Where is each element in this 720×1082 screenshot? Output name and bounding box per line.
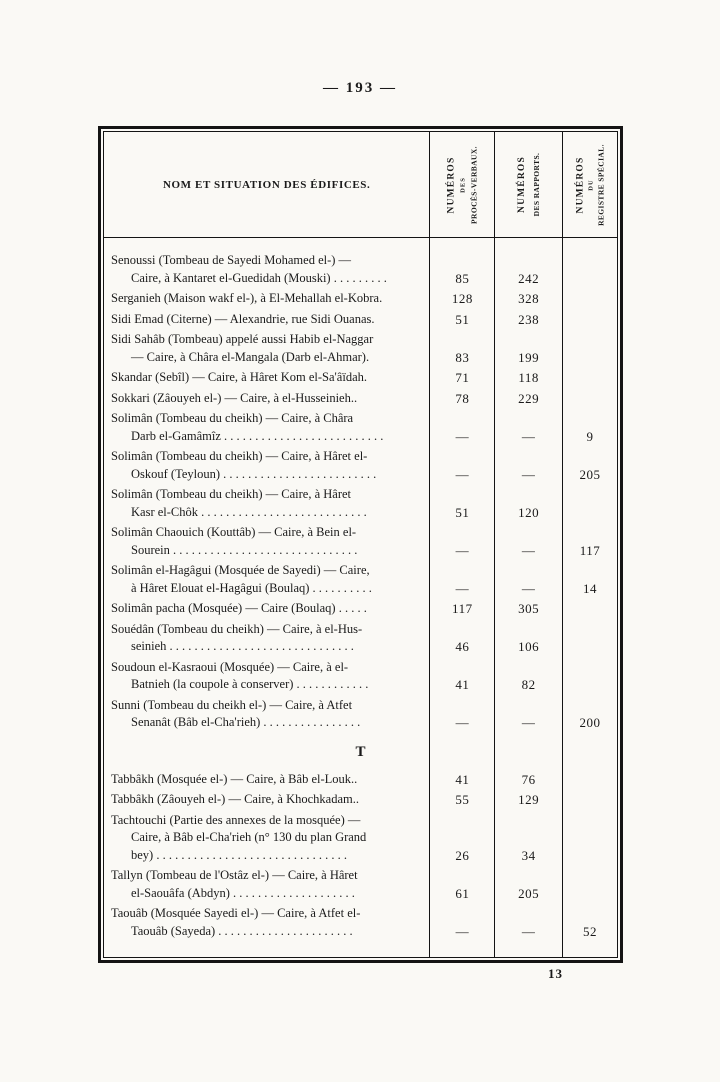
edifice-name-line: el-Saouâfa (Abdyn) . . . . . . . . . . . . . . . . . . . . bbox=[131, 885, 355, 900]
number-value: — bbox=[521, 428, 536, 444]
number-value: — bbox=[455, 580, 470, 596]
edifice-name-line: Tabbâkh (Zâouyeh el-) — Caire, à Khochkadam.. bbox=[111, 792, 359, 806]
edifice-row bbox=[104, 867, 617, 905]
edifice-name-line: Sokkari (Zâouyeh el-) — Caire, à el-Husseinieh.. bbox=[111, 390, 358, 405]
edifice-name-line: Tachtouchi (Partie des annexes de la mosquée) — bbox=[111, 812, 361, 827]
number-value: 128 bbox=[451, 291, 473, 306]
rapports-number bbox=[494, 524, 562, 562]
number-value: 199 bbox=[518, 349, 540, 365]
edifice-row bbox=[104, 238, 617, 290]
edifice-name-line: Solimân el-Hagâgui (Mosquée de Sayedi) — Caire, bbox=[111, 563, 370, 577]
number-value: 117 bbox=[579, 542, 601, 558]
number-value: — bbox=[455, 466, 470, 482]
proces-verbaux-number bbox=[429, 600, 494, 621]
column-header-rapports bbox=[494, 132, 562, 237]
edifice-row bbox=[104, 331, 617, 369]
edifice-name bbox=[104, 410, 429, 448]
column-header-proces-verbaux bbox=[429, 132, 494, 237]
number-value: — bbox=[455, 923, 470, 939]
registre-special-number bbox=[562, 697, 617, 735]
edifice-row bbox=[104, 524, 617, 562]
proces-verbaux-number bbox=[429, 659, 494, 697]
number-value: 46 bbox=[455, 639, 470, 654]
table-frame-inner bbox=[103, 131, 618, 958]
edifice-name bbox=[104, 867, 429, 905]
number-value: 328 bbox=[518, 291, 540, 306]
proces-verbaux-number bbox=[429, 390, 494, 411]
signature-number: 13 bbox=[548, 966, 563, 981]
section-header-row bbox=[104, 735, 617, 771]
edifice-name bbox=[104, 311, 429, 332]
edifice-name bbox=[104, 771, 429, 792]
proces-verbaux-number bbox=[429, 238, 494, 290]
edifice-name bbox=[104, 290, 429, 311]
rapports-number bbox=[494, 812, 562, 868]
vertical-header-text bbox=[563, 132, 617, 237]
registre-special-number bbox=[562, 238, 617, 290]
edifice-row bbox=[104, 290, 617, 311]
number-value: 41 bbox=[455, 677, 470, 692]
edifice-row bbox=[104, 905, 617, 943]
number-value: — bbox=[455, 428, 470, 444]
number-value: 229 bbox=[518, 390, 540, 406]
registre-special-number bbox=[562, 659, 617, 697]
registre-special-number bbox=[562, 791, 617, 812]
registre-special-number bbox=[562, 448, 617, 486]
edifice-row bbox=[104, 771, 617, 792]
edifice-row bbox=[104, 600, 617, 621]
proces-verbaux-number bbox=[429, 486, 494, 524]
edifice-name-line: Senanât (Bâb el-Cha'rieh) . . . . . . . . . . . . . . . . bbox=[131, 715, 361, 729]
number-value: 78 bbox=[455, 390, 470, 406]
edifice-row bbox=[104, 390, 617, 411]
empty-cell bbox=[562, 943, 617, 957]
edifice-row bbox=[104, 369, 617, 390]
rapports-number bbox=[494, 697, 562, 735]
number-value: 51 bbox=[455, 504, 470, 520]
proces-verbaux-number bbox=[429, 791, 494, 812]
edifice-name bbox=[104, 238, 429, 290]
proces-verbaux-number bbox=[429, 369, 494, 390]
registre-special-number bbox=[562, 410, 617, 448]
column-header-line: DES bbox=[459, 176, 467, 193]
edifice-name-line: Taouâb (Mosquée Sayedi el-) — Caire, à Atfet el- bbox=[111, 906, 361, 920]
edifice-name-line: Soudoun el-Kasraoui (Mosquée) — Caire, à el- bbox=[111, 659, 349, 674]
proces-verbaux-number bbox=[429, 290, 494, 311]
rapports-number bbox=[494, 600, 562, 621]
registre-special-number bbox=[562, 771, 617, 792]
proces-verbaux-number bbox=[429, 621, 494, 659]
column-header-nom: NOM ET SITUATION DES ÉDIFICES. bbox=[162, 178, 371, 191]
vertical-header-text bbox=[495, 132, 562, 237]
rapports-number bbox=[494, 905, 562, 943]
rapports-number bbox=[494, 791, 562, 812]
number-value: 41 bbox=[455, 771, 470, 787]
number-value: 83 bbox=[455, 349, 470, 365]
column-header-line: PROCÈS-VERBAUX. bbox=[469, 145, 479, 224]
page-number: — 193 — bbox=[323, 80, 397, 96]
number-value: 242 bbox=[518, 270, 540, 286]
proces-verbaux-number bbox=[429, 524, 494, 562]
registre-special-number bbox=[562, 331, 617, 369]
number-value: 76 bbox=[521, 771, 536, 787]
rapports-number bbox=[494, 486, 562, 524]
edifice-name-line: Caire, à Bâb el-Cha'rieh (n° 130 du plan Grand bbox=[131, 830, 367, 844]
proces-verbaux-number bbox=[429, 331, 494, 369]
number-value: — bbox=[455, 715, 470, 730]
proces-verbaux-number bbox=[429, 867, 494, 905]
proces-verbaux-number bbox=[429, 410, 494, 448]
number-value: 205 bbox=[579, 466, 601, 482]
edifice-name bbox=[104, 621, 429, 659]
edifice-row bbox=[104, 621, 617, 659]
proces-verbaux-number bbox=[429, 812, 494, 868]
edifice-row bbox=[104, 448, 617, 486]
edifice-row bbox=[104, 562, 617, 600]
registre-special-number bbox=[562, 524, 617, 562]
edifice-name-line: bey) . . . . . . . . . . . . . . . . . . . . . . . . . . . . . . . bbox=[131, 847, 347, 862]
table-header bbox=[104, 132, 617, 238]
rapports-number bbox=[494, 659, 562, 697]
edifice-row bbox=[104, 311, 617, 332]
edifice-name-line: — Caire, à Châra el-Mangala (Darb el-Ahmar). bbox=[131, 349, 370, 364]
number-value: 34 bbox=[521, 847, 536, 863]
number-value: 200 bbox=[579, 715, 601, 730]
number-value: — bbox=[521, 923, 536, 939]
proces-verbaux-number bbox=[429, 771, 494, 792]
number-value: 106 bbox=[518, 639, 540, 654]
number-value: 120 bbox=[518, 504, 540, 520]
edifice-name bbox=[104, 390, 429, 411]
edifice-name-line: Skandar (Sebîl) — Caire, à Hâret Kom el-Sa'âïdah. bbox=[111, 370, 367, 384]
edifice-name-line: Kasr el-Chôk . . . . . . . . . . . . . . . . . . . . . . . . . . . bbox=[131, 504, 367, 519]
rapports-number bbox=[494, 621, 562, 659]
edifices-table-body bbox=[104, 238, 617, 957]
edifice-name-line: Solimân pacha (Mosquée) — Caire (Boulaq) . . . . . bbox=[111, 601, 367, 615]
registre-special-number bbox=[562, 311, 617, 332]
proces-verbaux-number bbox=[429, 905, 494, 943]
edifice-row bbox=[104, 486, 617, 524]
edifice-row bbox=[104, 697, 617, 735]
edifice-name-line: Senoussi (Tombeau de Sayedi Mohamed el-) — bbox=[111, 253, 352, 267]
column-header-line: NUMÉROS bbox=[575, 156, 586, 213]
number-value: — bbox=[521, 715, 536, 730]
empty-cell bbox=[494, 943, 562, 957]
registre-special-number bbox=[562, 621, 617, 659]
proces-verbaux-number bbox=[429, 311, 494, 332]
number-value: 82 bbox=[521, 677, 536, 692]
vertical-header-text bbox=[430, 132, 494, 237]
column-header-line: DES RAPPORTS. bbox=[531, 152, 541, 217]
number-value: 61 bbox=[455, 885, 470, 901]
rapports-number bbox=[494, 867, 562, 905]
edifice-name bbox=[104, 697, 429, 735]
number-value: 305 bbox=[518, 601, 540, 616]
number-value: 238 bbox=[518, 311, 540, 327]
edifice-name-line: Solimân (Tombeau du cheikh) — Caire, à Châra bbox=[111, 411, 354, 425]
edifice-name-line: Sourein . . . . . . . . . . . . . . . . . . . . . . . . . . . . . . bbox=[131, 542, 358, 557]
proces-verbaux-number bbox=[429, 448, 494, 486]
registre-special-number bbox=[562, 369, 617, 390]
number-value: 9 bbox=[586, 428, 594, 444]
edifice-name bbox=[104, 812, 429, 868]
registre-special-number bbox=[562, 486, 617, 524]
number-value: 71 bbox=[455, 370, 470, 385]
edifice-name-line: Sunni (Tombeau du cheikh el-) — Caire, à Atfet bbox=[111, 697, 353, 712]
number-value: 129 bbox=[518, 792, 540, 807]
edifice-name bbox=[104, 448, 429, 486]
edifice-row bbox=[104, 659, 617, 697]
section-letter: T bbox=[355, 743, 366, 760]
number-value: — bbox=[521, 466, 536, 482]
edifice-name bbox=[104, 905, 429, 943]
number-value: — bbox=[521, 580, 536, 596]
edifice-row bbox=[104, 791, 617, 812]
edifice-name bbox=[104, 486, 429, 524]
edifice-name bbox=[104, 524, 429, 562]
edifice-name-line: Caire, à Kantaret el-Guedidah (Mouski) . . . . . . . . . bbox=[131, 270, 387, 285]
edifice-name-line: à Hâret Elouat el-Hagâgui (Boulaq) . . . . . . . . . . bbox=[131, 580, 372, 595]
rapports-number bbox=[494, 390, 562, 411]
registre-special-number bbox=[562, 867, 617, 905]
column-header-line: DU bbox=[587, 178, 595, 191]
number-value: — bbox=[455, 542, 470, 558]
number-value: 14 bbox=[583, 580, 598, 596]
number-value: 205 bbox=[518, 885, 540, 901]
rapports-number bbox=[494, 410, 562, 448]
column-header-registre-special bbox=[562, 132, 617, 237]
number-value: 51 bbox=[455, 311, 470, 327]
edifice-name-line: Tabbâkh (Mosquée el-) — Caire, à Bâb el-Louk.. bbox=[111, 771, 358, 786]
rapports-number bbox=[494, 290, 562, 311]
registre-special-number bbox=[562, 905, 617, 943]
edifice-name-line: Sidi Emad (Citerne) — Alexandrie, rue Sidi Ouanas. bbox=[111, 311, 375, 326]
registre-special-number bbox=[562, 600, 617, 621]
rapports-number bbox=[494, 238, 562, 290]
registre-special-number bbox=[562, 290, 617, 311]
number-value: 118 bbox=[518, 370, 539, 385]
edifice-name bbox=[104, 331, 429, 369]
rapports-number bbox=[494, 771, 562, 792]
registre-special-number bbox=[562, 390, 617, 411]
column-header-line: NUMÉROS bbox=[446, 156, 457, 213]
empty-cell bbox=[104, 943, 429, 957]
rapports-number bbox=[494, 311, 562, 332]
edifice-name-line: Sidi Sahâb (Tombeau) appelé aussi Habib el-Naggar bbox=[111, 332, 374, 346]
table-frame bbox=[98, 126, 623, 963]
edifice-row bbox=[104, 812, 617, 868]
number-value: 117 bbox=[452, 601, 473, 616]
rapports-number bbox=[494, 331, 562, 369]
proces-verbaux-number bbox=[429, 697, 494, 735]
edifice-name-line: seinieh . . . . . . . . . . . . . . . . . . . . . . . . . . . . . . bbox=[131, 639, 354, 653]
edifice-row bbox=[104, 410, 617, 448]
edifice-name-line: Solimân (Tombeau du cheikh) — Caire, à Hâret el- bbox=[111, 449, 368, 463]
rapports-number bbox=[494, 448, 562, 486]
edifice-name-line: Batnieh (la coupole à conserver) . . . . . . . . . . . . bbox=[131, 677, 369, 691]
registre-special-number bbox=[562, 562, 617, 600]
column-header-line: REGISTRE SPÉCIAL. bbox=[596, 143, 606, 226]
edifice-name bbox=[104, 791, 429, 812]
table-filler-row bbox=[104, 943, 617, 957]
number-value: 55 bbox=[455, 792, 470, 807]
column-header-line: NUMÉROS bbox=[516, 156, 527, 213]
edifice-name-line: Tallyn (Tombeau de l'Ostâz el-) — Caire, à Hâret bbox=[111, 868, 358, 882]
edifice-name bbox=[104, 659, 429, 697]
edifice-name bbox=[104, 562, 429, 600]
rapports-number bbox=[494, 562, 562, 600]
proces-verbaux-number bbox=[429, 562, 494, 600]
edifice-name-line: Solimân (Tombeau du cheikh) — Caire, à Hâret bbox=[111, 487, 352, 501]
edifice-name-line: Serganieh (Maison wakf el-), à El-Mehallah el-Kobra. bbox=[111, 291, 383, 305]
edifice-name-line: Souédân (Tombeau du cheikh) — Caire, à el-Hus- bbox=[111, 621, 363, 636]
number-value: 52 bbox=[583, 923, 598, 939]
edifice-name bbox=[104, 600, 429, 621]
number-value: 85 bbox=[455, 270, 470, 286]
edifice-name bbox=[104, 369, 429, 390]
rapports-number bbox=[494, 369, 562, 390]
edifice-name-line: Solimân Chaouich (Kouttâb) — Caire, à Bein el- bbox=[111, 525, 357, 539]
edifice-name-line: Taouâb (Sayeda) . . . . . . . . . . . . . . . . . . . . . . bbox=[131, 923, 353, 938]
registre-special-number bbox=[562, 812, 617, 868]
edifice-name-line: Oskouf (Teyloun) . . . . . . . . . . . . . . . . . . . . . . . . . bbox=[131, 466, 377, 481]
number-value: — bbox=[521, 542, 536, 558]
edifice-name-line: Darb el-Gamâmîz . . . . . . . . . . . . . . . . . . . . . . . . . . bbox=[131, 428, 384, 443]
empty-cell bbox=[429, 943, 494, 957]
number-value: 26 bbox=[455, 847, 470, 863]
